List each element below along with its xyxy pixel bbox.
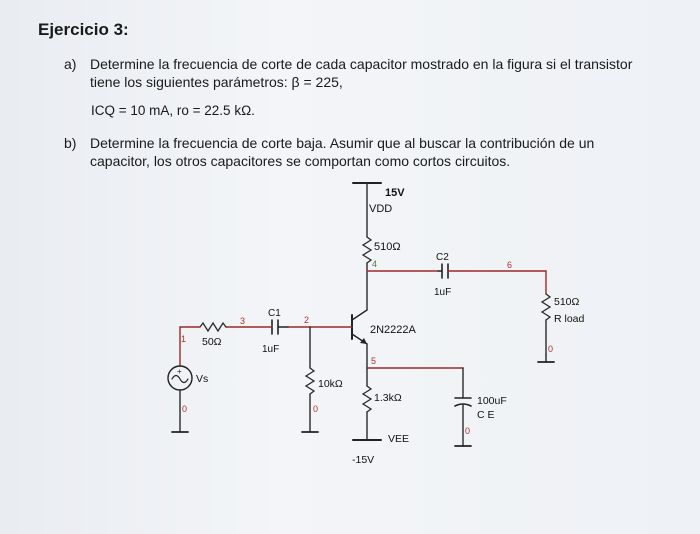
source-label: Vs — [196, 373, 209, 385]
transistor-2n2222a — [352, 310, 417, 344]
rb-gnd-node: 0 — [313, 404, 319, 414]
rload-value: 510Ω — [554, 296, 580, 308]
rload-resistor — [538, 294, 585, 362]
re-resistor — [363, 368, 402, 440]
node-5-label: 5 — [371, 356, 377, 366]
part-a-letter: a) — [64, 56, 77, 72]
part-a-line2: tiene los siguientes parámetros: β = 225, — [90, 74, 343, 90]
c2-label: C2 — [436, 252, 449, 263]
node-3-label: 3 — [240, 316, 246, 326]
node-6-label: 6 — [507, 260, 513, 270]
vee-value: -15V — [352, 454, 375, 466]
vdd-supply — [353, 183, 405, 237]
rb-value: 10kΩ — [318, 378, 343, 390]
voltage-source — [168, 366, 208, 432]
ce-label: C E — [477, 409, 495, 421]
part-b-line2: capacitor, los otros capacitores se comportan como cortos circuitos. — [90, 153, 511, 169]
vee-label: VEE — [388, 433, 410, 445]
rload-gnd-node: 0 — [548, 344, 554, 354]
part-b-text1: Determine la frecuencia de corte baja. Asumir que al buscar la contribución de un — [90, 135, 595, 151]
exercise-title: Ejercicio 3: — [38, 20, 129, 39]
c1-label: C1 — [268, 308, 281, 319]
part-b-letter: b) — [64, 135, 77, 151]
vdd-label: VDD — [369, 203, 393, 215]
node-1-label: 1 — [181, 334, 187, 344]
source-gnd-node: 0 — [182, 404, 188, 414]
rs-resistor — [200, 323, 226, 348]
rc-value: 510Ω — [374, 241, 401, 253]
rload-label: R load — [554, 313, 585, 325]
c1-capacitor — [262, 308, 288, 355]
part-a-params: ICQ = 10 mA, ro = 22.5 kΩ. — [91, 103, 255, 118]
transistor-label: 2N2222A — [370, 324, 416, 336]
c1-value: 1uF — [262, 344, 280, 355]
rs-value: 50Ω — [202, 336, 222, 348]
vee-supply — [352, 433, 409, 466]
ce-value: 100uF — [477, 395, 507, 407]
rc-resistor — [363, 237, 401, 310]
svg-text:+: + — [177, 367, 182, 376]
part-a-text1: Determine la frecuencia de corte de cada capacitor mostrado en la figura si el transistor — [90, 56, 633, 72]
c2-value: 1uF — [434, 287, 452, 298]
node-4-label: 4 — [372, 259, 378, 269]
c2-capacitor — [434, 252, 451, 298]
node-2-label: 2 — [304, 315, 310, 325]
ce-gnd-node: 0 — [465, 426, 471, 436]
ce-capacitor — [455, 368, 507, 446]
re-value: 1.3kΩ — [374, 392, 402, 404]
rb-resistor — [302, 327, 343, 432]
vdd-value: 15V — [385, 187, 405, 199]
